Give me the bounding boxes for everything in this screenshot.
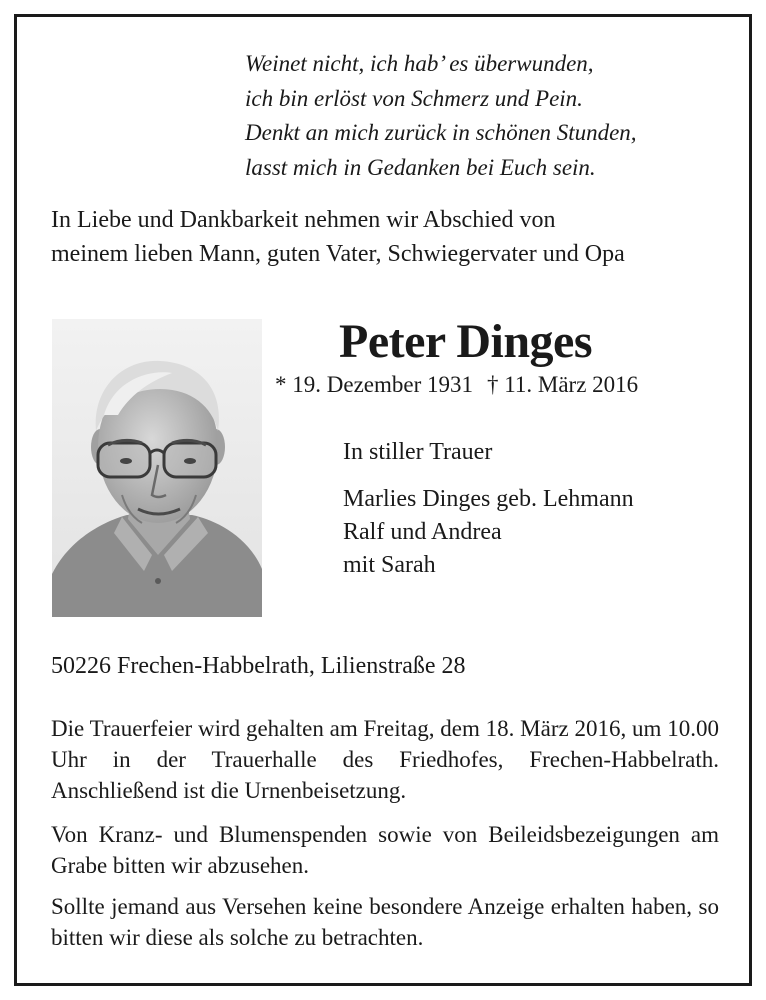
birth-date: * 19. Dezember 1931	[275, 372, 473, 397]
mourning-heading: In stiller Trauer	[343, 439, 493, 465]
life-dates	[275, 369, 638, 401]
intro-line: meinem lieben Mann, guten Vater, Schwiegervater und Opa	[51, 241, 625, 267]
deceased-name: Peter Dinges	[339, 315, 593, 368]
flowers-request-paragraph: Von Kranz- und Blumenspenden sowie von Beileidsbezeigungen am Grabe bitten wir abzusehen.	[51, 822, 719, 878]
farewell-intro	[51, 203, 731, 271]
funeral-service-paragraph: Die Trauerfeier wird gehalten am Freitag, dem 18. März 2016, um 10.00 Uhr in der Trauerhalle des Friedhofes, Frechen-Habbelrath. Anschließend ist die Urnenbeisetzung.	[51, 716, 719, 803]
mourner-name: Marlies Dinges geb. Lehmann	[343, 486, 634, 512]
notice-paragraph: Sollte jemand aus Versehen keine besondere Anzeige erhalten haben, so bitten wir diese als solche zu betrachten.	[51, 894, 719, 950]
poem-line: ich bin erlöst von Schmerz und Pein.	[245, 85, 583, 111]
portrait-photo	[52, 319, 262, 617]
mourner-name: Ralf und Andrea	[343, 519, 502, 545]
death-date: † 11. März 2016	[487, 372, 639, 397]
poem-line: Weinet nicht, ich hab’ es überwunden,	[245, 51, 594, 76]
family-address: 50226 Frechen-Habbelrath, Lilienstraße 28	[51, 653, 466, 679]
portrait-photo-drawing	[52, 319, 262, 617]
obituary-frame	[14, 14, 752, 986]
mourner-name: mit Sarah	[343, 552, 436, 578]
poem-line: Denkt an mich zurück in schönen Stunden,	[245, 120, 637, 145]
intro-line: In Liebe und Dankbarkeit nehmen wir Abschied von	[51, 207, 556, 233]
poem-line: lasst mich in Gedanken bei Euch sein.	[245, 154, 596, 180]
memorial-poem	[245, 47, 637, 185]
mourner-list	[343, 483, 634, 582]
